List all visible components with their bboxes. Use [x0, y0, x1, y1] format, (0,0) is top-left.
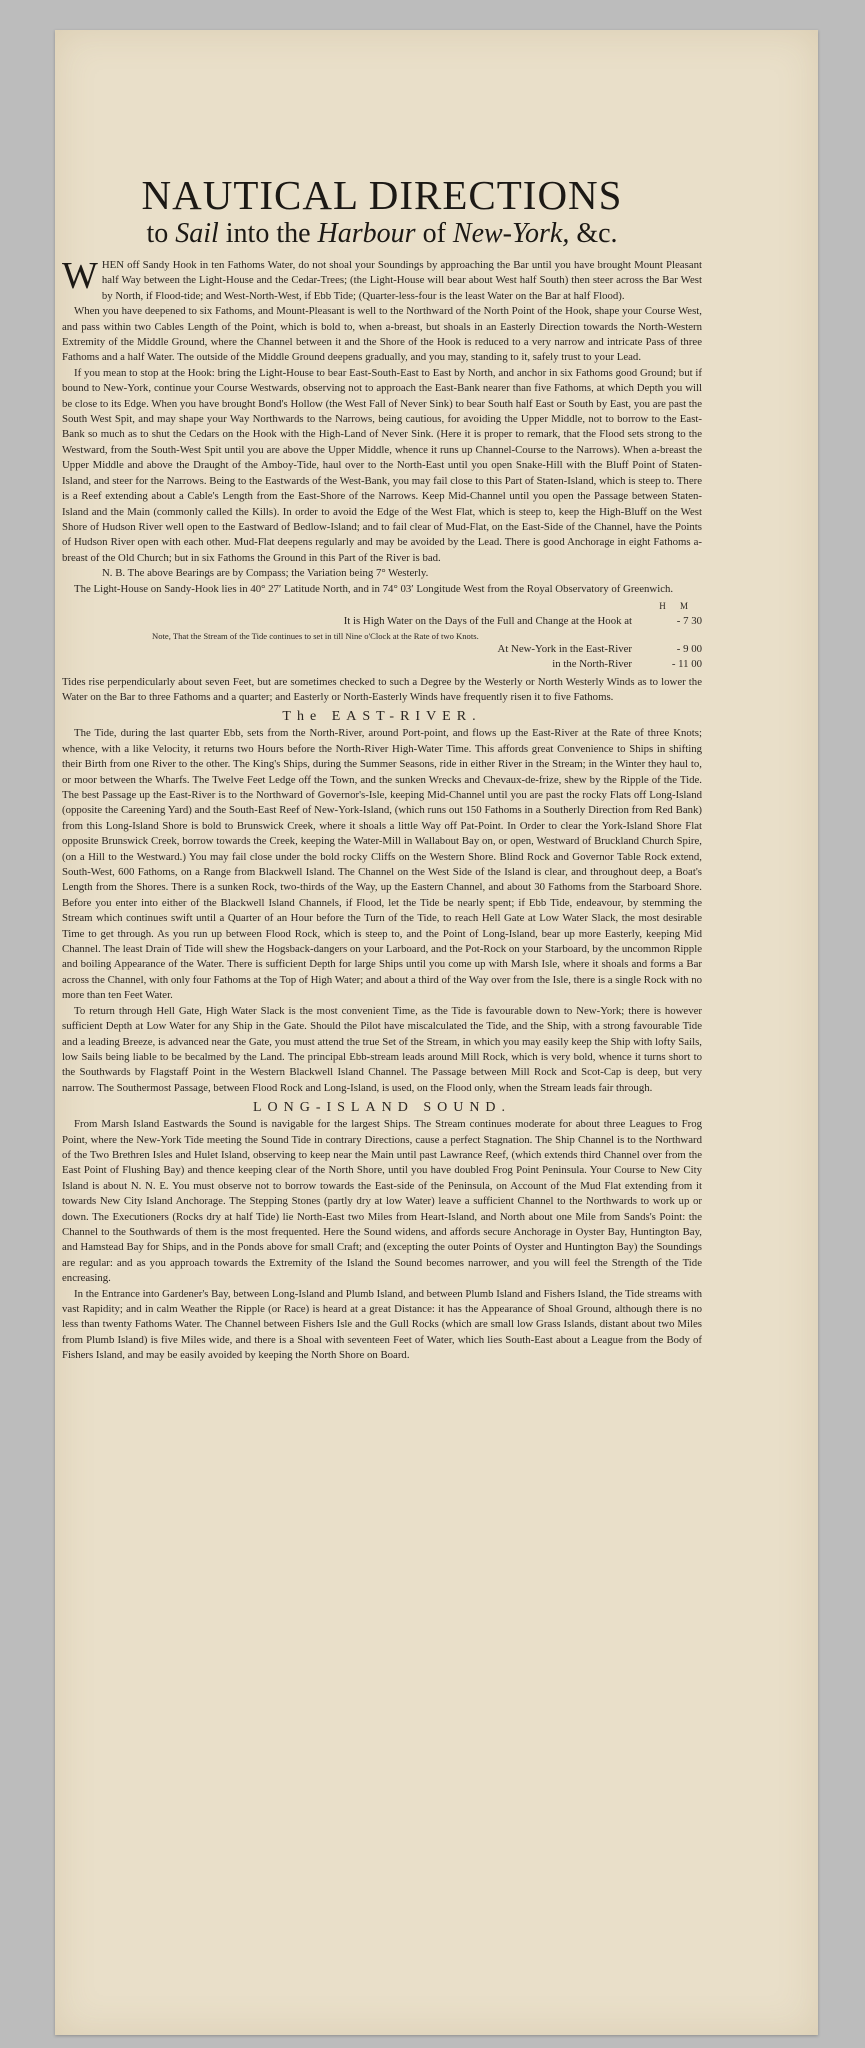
- subtitle-sail: Sail: [175, 218, 219, 249]
- note-bearings: N. B. The above Bearings are by Compass; the Variation being 7° Westerly.: [102, 567, 429, 580]
- tide-label: in the North-River: [552, 658, 632, 671]
- tide-row: [62, 642, 702, 657]
- tide-note: Note, That the Stream of the Tide continues to set in till Nine o'Clock at the Rate of two Knots.: [152, 630, 479, 641]
- tide-table: [62, 599, 702, 673]
- document-body: [62, 140, 702, 1364]
- paragraph: In the Entrance into Gardener's Bay, between Long-Island and Plumb Island, and between Plumb Island and Fishers Island, the Tide streams with vast Rapidity; and in calm Weather the Ripple (or Race) is heard at a great Distance: it has the Appearance of Shoal Ground, although there is no less than twenty Fathoms Water. The Channel between Fishers Isle and the Gull Rocks (which are small low Grass Islands, distant about two Miles from Plumb Island) is five Miles wide, and there is a Shoal with seventeen Feet of Water, which lies South-East about a League from the Body of Fishers Island, and may be easily avoided by keeping the North Shore on Board.: [62, 1287, 702, 1362]
- subtitle-part: into the: [218, 218, 318, 249]
- paragraph-intro: [62, 255, 702, 304]
- subtitle-harbour: Harbour: [317, 218, 416, 249]
- tide-value: - 7 30: [676, 615, 702, 628]
- paragraph-text: HEN off Sandy Hook in ten Fathoms Water, do not shoal your Soundings by approaching the Bar until you have brought Mount Pleasant half Way between the Light-House and the Cedar-Trees; (the Light-House will bear about West half South) then steer across the Bar West by North, if Flood-tide; and West-North-West, if Ebb Tide; (Quarter-less-four is the least Water on the Bar at half Flood).: [101, 259, 702, 302]
- tide-column-header: H M: [659, 600, 694, 611]
- tide-value: - 9 00: [676, 642, 702, 655]
- subtitle-place: New-York,: [452, 218, 570, 249]
- drop-cap: W: [62, 255, 98, 297]
- document-title: NAUTICAL DIRECTIONS: [141, 172, 623, 218]
- tide-label: It is High Water on the Days of the Full and Change at the Hook at: [343, 615, 632, 628]
- tide-row: [62, 614, 702, 629]
- paragraph: If you mean to stop at the Hook: bring the Light-House to bear East-South-East to East by North, and anchor in six Fathoms good Ground; but if bound to New-York, continue your Course Westwards, observing not to approach the East-Bank nearer than five Fathoms, at which Depth you will be close to its Edge. When you have brought Bond's Hollow (the West Fall of Never Sink) to bear South half East or South by East, you are past the South West Spit, and may shape your Way Northwards to the Narrows, being cautious, for avoiding the Upper Middle, not to borrow to the East-Bank so much as to shut the Cedars on the Hook with the High-Land of Never Sink. (Here it is proper to remark, that the Flood sets strong to the Westward, from the South-West Spit until you are above the Upper Middle, whence it runs up Channel-Course to the Narrows). When a-breast the Upper Middle and above the Draught of the Amboy-Tide, haul over to the North-East until you open Snake-Hill with the Bluff Point of Staten-Island, and steer for the Narrows. Being to the Eastwards of the West-Bank, you may fail close to this Part of Staten-Island, which is steep to. There is a Reef extending about a Cable's Length from the East-Shore of the Narrows. Keep Mid-Channel until you open the Passage between Staten-Island and the Main (commonly called the Kills). In order to avoid the Edge of the West Flat, which is steep to, keep the High-Bluff on the West Shore of Hudson River well open to the Eastward of Bedlow-Island; and to fail clear of Mud-Flat, on the East-Side of the Channel, have the Points of Hudson River open with each other. Mud-Flat deepens regularly and may be avoided by the Lead. There is good Anchorage in eight Fathoms a-breast of the Old Church; but in six Fathoms the Ground in this Part of the River is bad.: [62, 366, 702, 564]
- document-subtitle: [62, 218, 702, 250]
- paragraph: From Marsh Island Eastwards the Sound is navigable for the largest Ships. The Stream continues moderate for about three Leagues to Frog Point, where the New-York Tide meeting the Sound Tide in contrary Directions, cause a perfect Stagnation. The Ship Channel is to the Northward of the Two Brethren Isles and Hulet Island, observing to keep near the Main until past Lawrance Reef, (which extends third Channel over from the East Point of Flushing Bay) and thence keeping clear of the North Shore, until you have doubled Frog Point Peninsula. Your Course to New City Island is about N. N. E. You must observe not to borrow towards the East-side of the Peninsula, on Account of the Mud Flat extending from it towards New City Island Anchorage. The Stepping Stones (partly dry at low Water) leave a sufficient Channel to the Northwards to work up or down. The Executioners (Rocks dry at half Tide) lie North-East two Miles from Heart-Island, and North about one Mile from Sands's Point: the Channel to the Southwards of them is the most frequented. Here the Sound widens, and affords secure Anchorage in Oyster Bay, Huntington Bay, and Hamstead Bay for Ships, and in the Ponds above for small Craft; and (excepting the outer Points of Oyster and Huntington Bay) the Soundings are regular: and as you approach towards the Extremity of the Island the Sound becomes narrower, and you will feel the Strength of the Tide encreasing.: [62, 1118, 702, 1285]
- paragraph: To return through Hell Gate, High Water Slack is the most convenient Time, as the Tide is favourable down to New-York; there is however sufficient Depth at Low Water for any Ship in the Gate. Should the Pilot have miscalculated the Tide, and the Ship, with a strong favourable Tide and a leading Breeze, is advanced near the Gate, you must attend the true Set of the Stream, in which you may easily keep the Ship with lofty Sails, low Sails being liable to be becalmed by the Land. The principal Ebb-stream leads around Mill Rock, which is very bold, whence it turns short to the Southwards by Flagstaff Point in the Western Blackwell Island Channel. The Passage between Mill Rock and Scot-Cap is deep, but very narrow. The Southermost Passage, between Flood Rock and Long-Island, is used, on the Flood only, when the Stream leads fair through.: [62, 1004, 702, 1094]
- tide-row: [62, 657, 702, 672]
- subtitle-part: to: [146, 218, 176, 249]
- tide-label: At New-York in the East-River: [497, 642, 632, 655]
- paragraph-lighthouse: The Light-House on Sandy-Hook lies in 40° 27′ Latitude North, and in 74° 03′ Longitude West from the Royal Observatory of Greenwich.: [74, 582, 674, 595]
- paragraph-tides: Tides rise perpendicularly about seven Feet, but are sometimes checked to such a Degree by the Westerly or North Westerly Winds as to lower the Water on the Bar to three Fathoms and a quarter; and Easterly or North-Easterly Winds have frequently risen it to five Fathoms.: [62, 675, 702, 703]
- paragraph: When you have deepened to six Fathoms, and Mount-Pleasant is well to the Northward of the North Point of the Hook, shape your Course West, and pass within two Cables Length of the Point, which is bold to, when a-breast, but shoals in an Easterly Direction towards the North-Western Extremity of the Middle Ground, where the Channel between it and the Shore of the Hook is reduced to a very narrow and intricate Pass of three Fathoms and a half Water. The outside of the Middle Ground deepens gradually, and you may, standing to it, safely trust to your Lead.: [62, 305, 702, 364]
- subtitle-part: of: [415, 218, 453, 249]
- tide-value: - 11 00: [671, 658, 702, 671]
- section-heading-long-island-sound: LONG-ISLAND SOUND.: [252, 1100, 512, 1116]
- paragraph: The Tide, during the last quarter Ebb, sets from the North-River, around Port-point, and flows up the East-River at the Rate of three Knots; whence, with a like Velocity, it returns two Hours before the North-River High-Water Time. This affords great Convenience to Ships in shifting their Birth from one River to the other. The King's Ships, during the Summer Seasons, ride in either River in the Stream; in the Winter they haul to, or moor between the Wharfs. The Twelve Feet Ledge off the Town, and the sunken Wrecks and Chevaux-de-frize, shew by the Ripple of the Tide. The best Passage up the East-River is to the Northward of Governor's-Isle, keeping Mid-Channel until you are past the rocky Flats off Long-Island (opposite the Careening Yard) and the South-East Reef of New-York-Island, (which runs out 150 Fathoms in a Southerly Direction from Red Bank) from this Long-Island Shore is bold to Brunswick Creek, where it shoals a little Way off Pat-Point. In Order to clear the York-Island Shore Flat opposite Brunswick Creek, borrow towards the Creek, keeping the Water-Mill in Wallabout Bay on, or open, Westward of Bruckland Church Spire, (on a Hill to the Westward.) You may fail close under the bold rocky Cliffs on the Western Shore. Blind Rock and Governor Table Rock extend, South-West, 600 Fathoms, on a Range from Blackwell Island. The Channel on the West Side of the Island is clear, and throughout deep, a Boat's Length from the Shores. There is a sunken Rock, two-thirds of the Way, up the Eastern Channel, and about 30 Fathoms from the Starboard Shore. Before you enter into either of the Blackwell Island Channels, if Flood, let the Tide be nearly spent; if Ebb Tide, endeavour, by stemming the Stream which continues swift until a Quarter of an Hour before the Turn of the Tide, to reach Hell Gate at Low Water Slack, the most desirable Time to get through. As you run up between Flood Rock, which is steep to, and the Point of Long-Island, bear up more Easterly, keeping Mid Channel. The least Drain of Tide will shew the Hogsback-dangers on your Larboard, and the Pot-Rock on your Starboard, by the uncommon Ripple and boiling Appearance of the Water. There is sufficient Depth for large Ships until you come up with Marsh Isle, where it shoals and forms a Bar across the Channel, with only four Fathoms at the Top of High Water; and about a third of the Way over from the Isle, there is a single Rock with no more than ten Feet Water.: [62, 727, 702, 1002]
- subtitle-part: &c.: [569, 218, 618, 249]
- section-heading-east-river: The EAST-RIVER.: [282, 709, 482, 725]
